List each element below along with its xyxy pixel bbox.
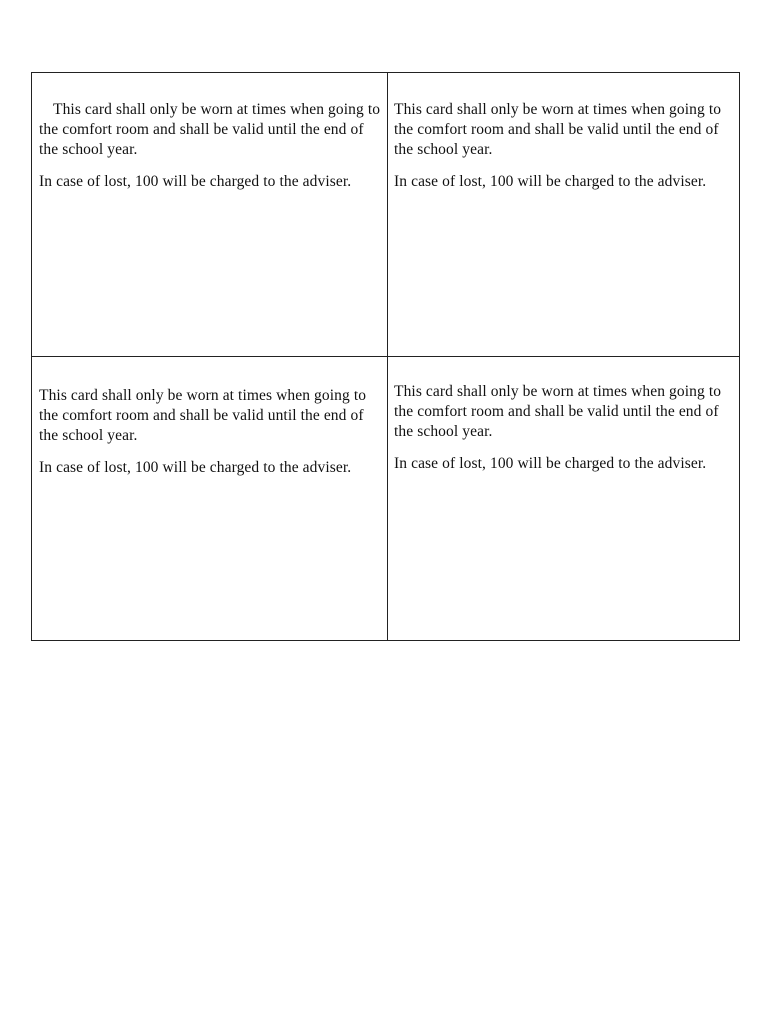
card-bottom-left bbox=[32, 357, 388, 641]
card-row-bottom bbox=[32, 357, 740, 641]
card-rule-text: This card shall only be worn at times when going to the comfort room and shall be valid until the end of the school year. bbox=[39, 387, 367, 444]
card-lost-text: In case of lost, 100 will be charged to the adviser. bbox=[394, 173, 707, 190]
card-rule-text: This card shall only be worn at times when going to the comfort room and shall be valid until the end of the school year. bbox=[394, 101, 722, 158]
card-lost-text: In case of lost, 100 will be charged to the adviser. bbox=[394, 455, 707, 472]
card-lost-text: In case of lost, 100 will be charged to the adviser. bbox=[39, 173, 352, 190]
card-content bbox=[32, 357, 387, 478]
card-rule-text: This card shall only be worn at times when going to the comfort room and shall be valid until the end of the school year. bbox=[394, 383, 722, 440]
card-top-right bbox=[388, 73, 740, 357]
card-content bbox=[388, 73, 739, 192]
card-grid bbox=[31, 72, 740, 641]
card-top-left bbox=[32, 73, 388, 357]
card-content bbox=[32, 73, 387, 192]
card-row-top bbox=[32, 73, 740, 357]
card-bottom-right bbox=[388, 357, 740, 641]
card-rule-text: This card shall only be worn at times when going to the comfort room and shall be valid until the end of the school year. bbox=[39, 101, 381, 158]
card-lost-text: In case of lost, 100 will be charged to the adviser. bbox=[39, 459, 352, 476]
card-content bbox=[388, 357, 739, 474]
